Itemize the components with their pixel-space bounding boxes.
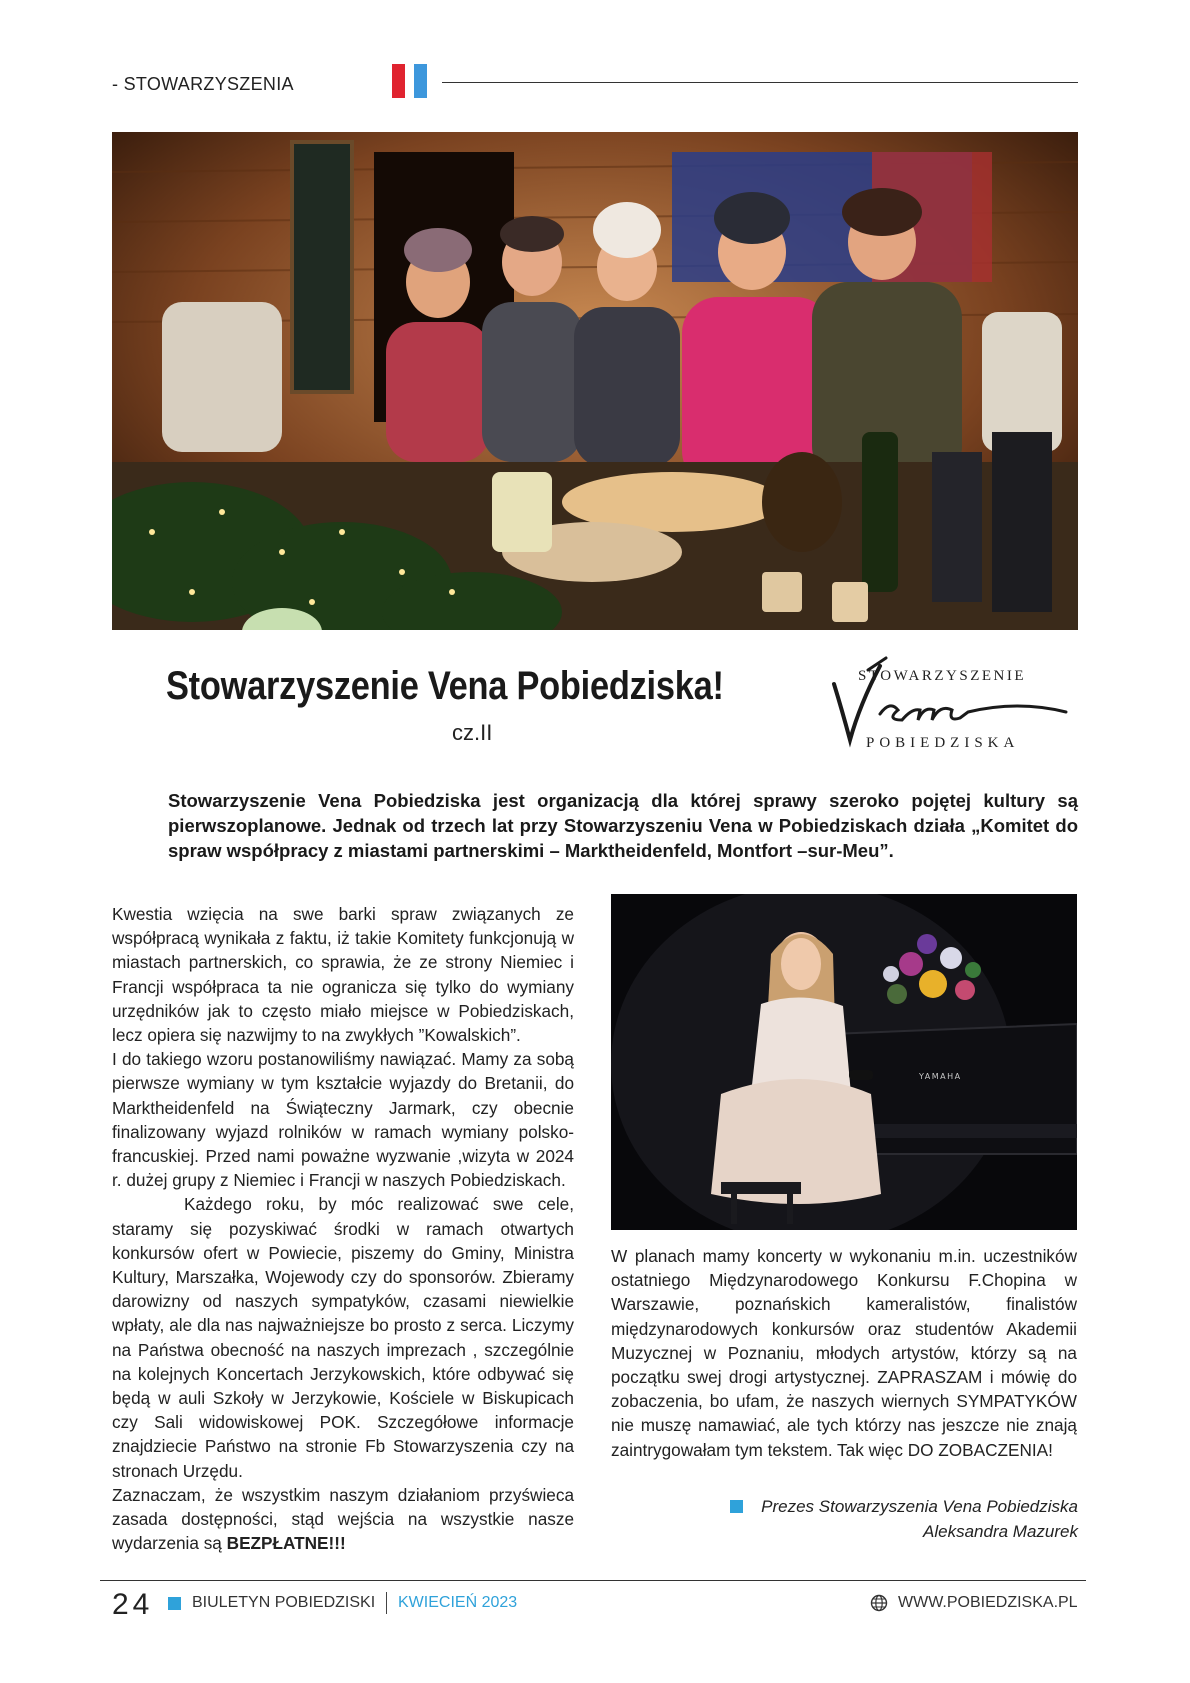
left-paragraph-1: Kwestia wzięcia na swe barki spraw związanych ze współpracą wynikała z faktu, iż takie Komitety funkcjonują w miastach partnerskich, co sprawia, że ze strony Niemiec i Francji współpraca ta nie ogranicza się tylko do wymiany urzędników jak to często miało miejsce w Pobiedziskach, lecz opiera się nazwijmy to na zwykłych ”Kowalskich”. [112, 904, 574, 1046]
footer-separator [386, 1592, 387, 1614]
pianist-photo [611, 894, 1077, 1230]
right-paragraph-1: W planach mamy koncerty w wykonaniu m.in. uczestników ostatniego Międzynarodowego Konkursu F.Chopina w Warszawie, poznańskich kameralistów, finalistów międzynarodowych konkursów oraz studentów Akademii Muzycznej w Poznaniu, młodych artystów, którzy są na początku swej drogi artystycznej. ZAPRASZAM i mówię do zobaczenia, bo ufam, że naszych wiernych SYMPATYKÓW nie muszę namawiać, ale tych którzy nas jeszcze nie znają zaintrygowałam tym tekstem. Tak więc DO ZOBACZENIA! [611, 1246, 1077, 1460]
signature-name: Aleksandra Mazurek [923, 1522, 1078, 1541]
footer-date: KWIECIEŃ 2023 [398, 1594, 518, 1611]
article-lead: Stowarzyszenie Vena Pobiedziska jest organizacją dla której sprawy szeroko pojętej kultury są pierwszoplanowe. Jednak od trzech lat przy Stowarzyszeniu Vena w Pobiedziskach działa „Komitet do spraw współpracy z miastami partnerskimi – Marktheidenfeld, Montfort –sur-Meu”. [168, 790, 1078, 861]
globe-icon [870, 1594, 888, 1612]
flag-red-bar [392, 64, 405, 98]
left-column [112, 902, 574, 1555]
logo-top-text: STOWARZYSZENIE [858, 668, 1027, 684]
free-entry-emphasis: BEZPŁATNE!!! [226, 1533, 346, 1554]
right-column [611, 1244, 1077, 1462]
market-stall-photo [112, 132, 1078, 630]
left-paragraph-4 [112, 1483, 574, 1556]
signature-title: Prezes Stowarzyszenia Vena Pobiedziska [761, 1497, 1078, 1516]
header-rule [442, 82, 1078, 83]
left-paragraph-3: Każdego roku, by móc realizować swe cele, staramy się pozyskiwać środki w ramach otwartych konkursów ofert w Powiecie, piszemy do Gminy, Ministra Kultury, Marszałka, Wojewody czy do sponsorów. Zbieramy darowizny od naszych sympatyków, czasami niewielkie wpłaty, ale dla nas najważniejsze bo prosto z serca. Liczymy na Państwa obecność na naszych imprezach , szczególnie na kolejnych Koncertach Jerzykowskich, które odbywać się będą w auli Szkoły w Jerzykowie, Kościele w Biskupicach czy Sali widowiskowej POK. Szczegółowe informacje znajdziecie Państwo na stronie Fb Stowarzyszenia czy na stronach Urzędu. [112, 1194, 574, 1481]
footer-publication: BIULETYN POBIEDZISKI [192, 1594, 376, 1611]
page-number: 24 [112, 1588, 154, 1621]
section-label: - STOWARZYSZENIA [112, 74, 294, 94]
article-title: Stowarzyszenie Vena Pobiedziska! [166, 664, 724, 708]
piano-brand: YAMAHA [919, 1072, 962, 1081]
footer-square [168, 1597, 181, 1610]
article-subtitle: cz.II [452, 720, 493, 745]
logo-bottom-text: POBIEDZISKA [866, 735, 1020, 751]
footer-rule [100, 1580, 1086, 1581]
left-paragraph-4-text: Zaznaczam, że wszystkim naszym działaniom przyświeca zasada dostępności, stąd wejścia na wszystkie nasze wydarzenia są [112, 1484, 574, 1554]
signature [740, 1494, 1078, 1544]
website-link[interactable]: WWW.POBIEDZISKA.PL [898, 1594, 1078, 1611]
flag-blue-bar [414, 64, 427, 98]
left-paragraph-2: I do takiego wzoru postanowiliśmy nawiązać. Mamy za sobą pierwsze wymiany w tym kształcie wyjazdy do Bretanii, do Marktheidenfeld na Świąteczny Jarmark, czy obecnie finalizowany wyjazd rolników w ramach wymiany polsko-francuskiej. Przed nami poważne wyzwanie ,wizyta w 2024 r. dużej grupy z Niemiec i Francji w naszych Pobiedziskach. [112, 1049, 574, 1191]
